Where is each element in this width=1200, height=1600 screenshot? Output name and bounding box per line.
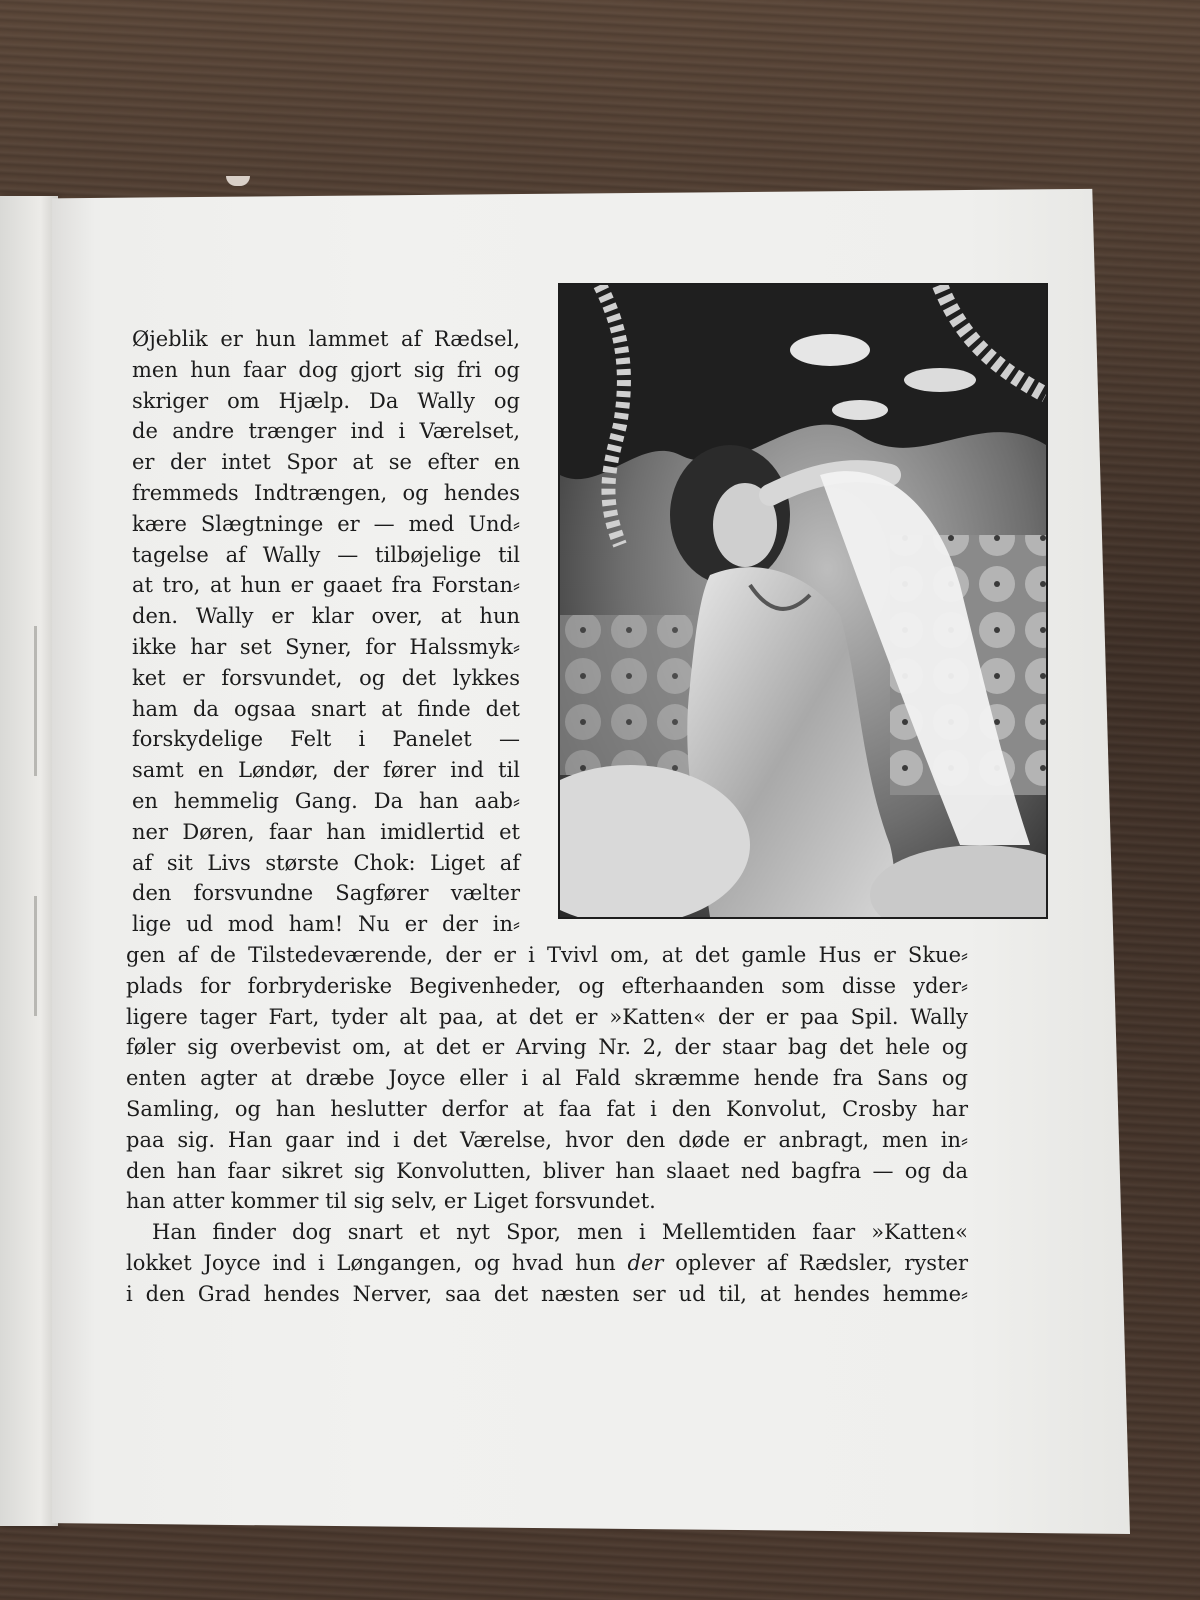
text-line: ligere tager Fart, tyder alt paa, at det er »Katten« der er paa Spil. Wally bbox=[126, 1004, 968, 1029]
text-line: gen af de Tilstedeværende, der er i Tvivl om, at det gamle Hus er Skue⸗ bbox=[126, 943, 968, 967]
text-line: enten agter at dræbe Joyce eller i al Fald skræmme hende fra Sans og bbox=[126, 1066, 968, 1091]
page-edge-mark bbox=[34, 626, 37, 776]
text-line: paa sig. Han gaar ind i det Værelse, hvor den døde er anbragt, men in⸗ bbox=[126, 1127, 968, 1152]
text-line: ham da ogsaa snart at finde det bbox=[132, 696, 520, 721]
text-fragment: lokket Joyce ind i Løngangen, og hvad hun bbox=[126, 1250, 628, 1275]
photo-illustration bbox=[560, 285, 1046, 917]
text-line: ikke har set Syner, for Halssmyk⸗ bbox=[132, 634, 520, 659]
text-line: de andre trænger ind i Værelset, bbox=[132, 419, 520, 444]
text-line: kære Slægtninge er — med Und⸗ bbox=[132, 511, 520, 536]
narrow-text-column bbox=[132, 324, 520, 940]
italic-word: der bbox=[627, 1250, 664, 1275]
paragraph-2-line bbox=[126, 1248, 968, 1279]
text-line: samt en Løndør, der fører ind til bbox=[132, 758, 520, 783]
paragraph-2-first-line: Han finder dog snart et nyt Spor, men i Mellemtiden faar »Katten« bbox=[152, 1220, 968, 1245]
text-line: tagelse af Wally — tilbøjelige til bbox=[132, 542, 520, 567]
text-line: en hemmelig Gang. Da han aab⸗ bbox=[132, 788, 520, 813]
text-line: lige ud mod ham! Nu er der in⸗ bbox=[132, 912, 520, 937]
text-line: af sit Livs største Chok: Liget af bbox=[132, 850, 520, 875]
text-fragment: oplever af Rædsler, ryster bbox=[663, 1250, 968, 1275]
text-line: føler sig overbevist om, at det er Arving Nr. 2, der staar bag det hele og bbox=[126, 1035, 968, 1060]
text-line: den. Wally er klar over, at hun bbox=[132, 604, 520, 629]
text-line: er der intet Spor at se efter en bbox=[132, 450, 520, 475]
text-line: fremmeds Indtrængen, og hendes bbox=[132, 480, 520, 505]
full-width-text-block bbox=[126, 940, 968, 1310]
text-line: Samling, og han heslutter derfor at faa fat i den Konvolut, Crosby har bbox=[126, 1096, 968, 1121]
text-line: den han faar sikret sig Konvolutten, bliver han slaaet ned bagfra — og da bbox=[126, 1158, 968, 1183]
page-edge-mark bbox=[34, 896, 37, 1016]
text-line: men hun faar dog gjort sig fri og bbox=[132, 357, 520, 382]
text-line: at tro, at hun er gaaet fra Forstan⸗ bbox=[132, 573, 520, 598]
paragraph-2-line: i den Grad hendes Nerver, saa det næsten ser ud til, at hendes hemme⸗ bbox=[126, 1281, 968, 1306]
facing-page-edge bbox=[0, 196, 58, 1526]
text-line: skriger om Hjælp. Da Wally og bbox=[132, 388, 520, 413]
text-line: ner Døren, faar han imidlertid et bbox=[132, 819, 520, 844]
text-line: Øjeblik er hun lammet af Rædsel, bbox=[132, 327, 520, 351]
film-still-photograph bbox=[558, 283, 1048, 919]
text-line: den forsvundne Sagfører vælter bbox=[132, 881, 520, 906]
text-line: ket er forsvundet, og det lykkes bbox=[132, 665, 520, 690]
paragraph-end-line: han atter kommer til sig selv, er Liget forsvundet. bbox=[126, 1189, 656, 1214]
text-line: forskydelige Felt i Panelet — bbox=[132, 727, 520, 752]
text-line: plads for forbryderiske Begivenheder, og efterhaanden som disse yder⸗ bbox=[126, 973, 968, 998]
